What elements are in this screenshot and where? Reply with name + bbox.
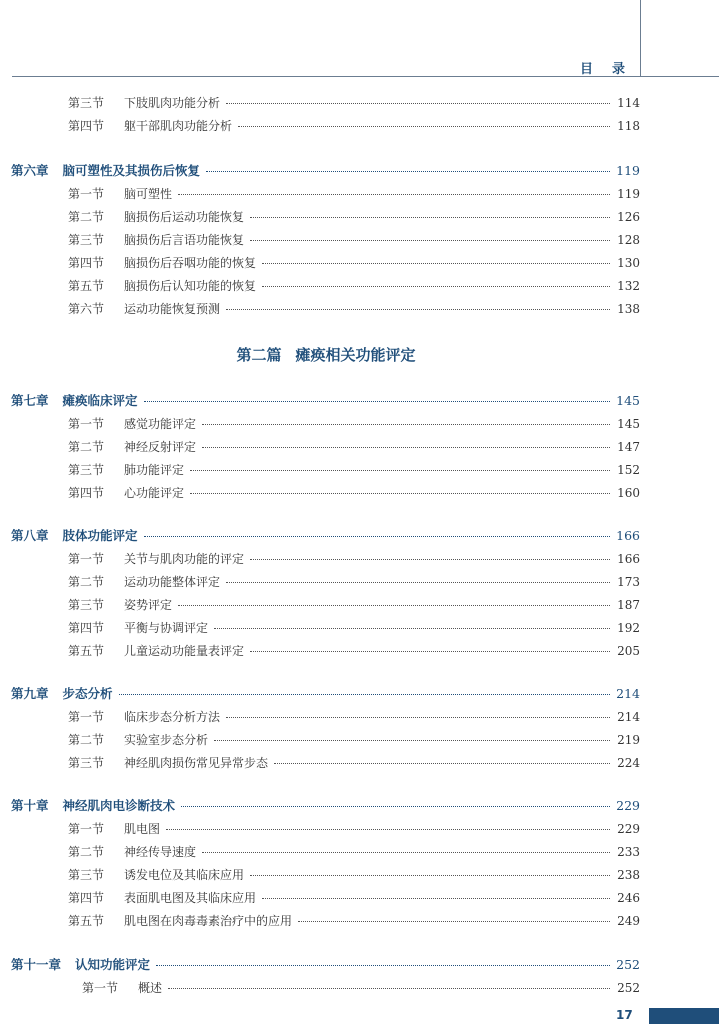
entry-number: 第三节 — [68, 868, 105, 882]
dot-leader — [250, 650, 610, 652]
entry-page-number: 119 — [616, 163, 640, 178]
entry-label — [11, 391, 138, 411]
entry-page-number: 205 — [617, 644, 640, 658]
entry-page-number: 145 — [616, 393, 640, 408]
dot-leader — [226, 308, 610, 310]
entry-title: 关节与肌肉功能的评定 — [124, 552, 245, 566]
dot-leader — [214, 627, 610, 629]
entry-title: 概述 — [138, 981, 163, 995]
dot-leader — [144, 400, 610, 402]
entry-label — [68, 437, 196, 457]
toc-chapter-entry[interactable] — [11, 526, 640, 546]
entry-title: 神经传导速度 — [124, 845, 197, 859]
toc-section-entry[interactable] — [68, 253, 640, 273]
toc-section-entry[interactable] — [68, 230, 640, 250]
entry-number: 第一节 — [68, 710, 105, 724]
entry-number: 第二节 — [68, 845, 105, 859]
toc-section-entry[interactable] — [68, 93, 640, 113]
toc-section-entry[interactable] — [68, 865, 640, 885]
entry-label — [68, 483, 184, 503]
entry-title: 姿势评定 — [124, 598, 173, 612]
dot-leader — [250, 558, 610, 560]
entry-label — [68, 819, 160, 839]
entry-title: 感觉功能评定 — [124, 417, 197, 431]
entry-label — [11, 161, 200, 181]
entry-label — [68, 93, 220, 113]
toc-section-entry[interactable] — [68, 276, 640, 296]
entry-number: 第三节 — [68, 463, 105, 477]
page-number: 17 — [616, 1008, 633, 1022]
entry-title: 表面肌电图及其临床应用 — [124, 891, 257, 905]
dot-leader — [274, 762, 610, 764]
entry-number: 第六章 — [11, 163, 49, 178]
toc-section-entry[interactable] — [82, 978, 640, 998]
entry-number: 第五节 — [68, 279, 105, 293]
dot-leader — [250, 216, 610, 218]
dot-leader — [178, 193, 610, 195]
entry-page-number: 214 — [616, 686, 640, 701]
entry-title: 诱发电位及其临床应用 — [124, 868, 245, 882]
entry-label — [68, 595, 172, 615]
dot-leader — [119, 693, 610, 695]
part-label: 第二篇 — [236, 346, 282, 364]
toc-section-entry[interactable] — [68, 641, 640, 661]
entry-number: 第八章 — [11, 528, 49, 543]
toc-section-entry[interactable] — [68, 414, 640, 434]
entry-title: 临床步态分析方法 — [124, 710, 221, 724]
entry-label — [11, 684, 113, 704]
entry-label — [68, 230, 244, 250]
entry-page-number: 166 — [616, 528, 640, 543]
entry-label — [11, 955, 150, 975]
entry-title: 脑损伤后吞咽功能的恢复 — [124, 256, 257, 270]
entry-number: 第九章 — [11, 686, 49, 701]
entry-title: 脑损伤后认知功能的恢复 — [124, 279, 257, 293]
dot-leader — [190, 469, 610, 471]
entry-label — [68, 549, 244, 569]
entry-number: 第二节 — [68, 440, 105, 454]
dot-leader — [226, 716, 610, 718]
entry-page-number: 130 — [617, 256, 640, 270]
entry-number: 第三节 — [68, 233, 105, 247]
dot-leader — [168, 987, 610, 989]
dot-leader — [214, 739, 610, 741]
toc-section-entry[interactable] — [68, 707, 640, 727]
entry-title: 神经肌肉电诊断技术 — [62, 798, 176, 813]
entry-number: 第三节 — [68, 756, 105, 770]
entry-title: 认知功能评定 — [75, 957, 151, 972]
toc-chapter-entry[interactable] — [11, 684, 640, 704]
entry-number: 第一节 — [82, 981, 119, 995]
entry-title: 运动功能恢复预测 — [124, 302, 221, 316]
dot-leader — [226, 581, 610, 583]
entry-page-number: 166 — [617, 552, 640, 566]
entry-page-number: 147 — [617, 440, 640, 454]
entry-label — [68, 842, 196, 862]
entry-title: 躯干部肌肉功能分析 — [124, 119, 233, 133]
toc-section-entry[interactable] — [68, 618, 640, 638]
entry-title: 运动功能整体评定 — [124, 575, 221, 589]
entry-title: 下肢肌肉功能分析 — [124, 96, 221, 110]
toc-section-entry[interactable] — [68, 207, 640, 227]
entry-number: 第五节 — [68, 914, 105, 928]
toc-chapter-entry[interactable] — [11, 391, 640, 411]
entry-page-number: 152 — [617, 463, 640, 477]
dot-leader — [166, 828, 610, 830]
toc-section-entry[interactable] — [68, 595, 640, 615]
entry-number: 第一节 — [68, 552, 105, 566]
toc-section-entry[interactable] — [68, 483, 640, 503]
dot-leader — [156, 964, 610, 966]
entry-number: 第十章 — [11, 798, 49, 813]
toc-section-entry[interactable] — [68, 184, 640, 204]
entry-page-number: 249 — [617, 914, 640, 928]
toc-section-entry[interactable] — [68, 299, 640, 319]
entry-title: 瘫痪临床评定 — [62, 393, 138, 408]
toc-chapter-entry[interactable] — [11, 796, 640, 816]
entry-title: 脑损伤后言语功能恢复 — [124, 233, 245, 247]
entry-number: 第四节 — [68, 891, 105, 905]
entry-label — [68, 618, 208, 638]
toc-section-entry[interactable] — [68, 888, 640, 908]
entry-page-number: 145 — [617, 417, 640, 431]
dot-leader — [190, 492, 610, 494]
entry-label — [68, 184, 172, 204]
part-name: 瘫痪相关功能评定 — [295, 346, 416, 364]
entry-number: 第一节 — [68, 187, 105, 201]
entry-label — [68, 460, 184, 480]
entry-page-number: 229 — [617, 822, 640, 836]
dot-leader — [202, 446, 610, 448]
entry-number: 第三节 — [68, 96, 105, 110]
entry-page-number: 192 — [617, 621, 640, 635]
entry-number: 第三节 — [68, 598, 105, 612]
entry-label — [68, 888, 256, 908]
entry-label — [68, 730, 208, 750]
dot-leader — [226, 102, 610, 104]
entry-page-number: 173 — [617, 575, 640, 589]
header-title-part1: 目 — [580, 62, 595, 77]
entry-label — [68, 911, 292, 931]
entry-title: 儿童运动功能量表评定 — [124, 644, 245, 658]
entry-title: 神经肌肉损伤常见异常步态 — [124, 756, 269, 770]
entry-page-number: 128 — [617, 233, 640, 247]
dot-leader — [202, 423, 610, 425]
dot-leader — [298, 920, 610, 922]
footer-bar — [649, 1008, 719, 1024]
dot-leader — [181, 805, 610, 807]
entry-page-number: 119 — [617, 187, 640, 201]
entry-number: 第四节 — [68, 119, 105, 133]
entry-label — [68, 572, 220, 592]
entry-title: 实验室步态分析 — [124, 733, 209, 747]
entry-number: 第二节 — [68, 733, 105, 747]
entry-title: 心功能评定 — [124, 486, 185, 500]
toc-section-entry[interactable] — [68, 911, 640, 931]
entry-page-number: 138 — [617, 302, 640, 316]
entry-page-number: 238 — [617, 868, 640, 882]
dot-leader — [262, 262, 610, 264]
entry-number: 第四节 — [68, 621, 105, 635]
dot-leader — [202, 851, 610, 853]
entry-title: 脑可塑性及其损伤后恢复 — [62, 163, 201, 178]
entry-label — [68, 207, 244, 227]
toc-section-entry[interactable] — [68, 842, 640, 862]
entry-title: 脑可塑性 — [124, 187, 173, 201]
entry-title: 平衡与协调评定 — [124, 621, 209, 635]
entry-number: 第五节 — [68, 644, 105, 658]
entry-number: 第一节 — [68, 417, 105, 431]
header-vertical-rule — [640, 0, 641, 76]
dot-leader — [206, 170, 610, 172]
entry-page-number: 224 — [617, 756, 640, 770]
dot-leader — [262, 897, 610, 899]
toc-section-entry[interactable] — [68, 437, 640, 457]
toc-section-entry[interactable] — [68, 572, 640, 592]
dot-leader — [144, 535, 610, 537]
header-title — [580, 58, 626, 77]
entry-title: 肌电图在肉毒毒素治疗中的应用 — [124, 914, 293, 928]
entry-label — [11, 526, 138, 546]
entry-number: 第四节 — [68, 486, 105, 500]
dot-leader — [250, 874, 610, 876]
dot-leader — [262, 285, 610, 287]
entry-title: 肢体功能评定 — [62, 528, 138, 543]
entry-label — [82, 978, 162, 998]
entry-page-number: 118 — [617, 119, 640, 133]
entry-number: 第二节 — [68, 210, 105, 224]
entry-label — [68, 641, 244, 661]
entry-label — [68, 414, 196, 434]
entry-page-number: 233 — [617, 845, 640, 859]
entry-label — [68, 253, 256, 273]
entry-title: 神经反射评定 — [124, 440, 197, 454]
entry-title: 步态分析 — [62, 686, 113, 701]
toc-section-entry[interactable] — [68, 549, 640, 569]
entry-number: 第四节 — [68, 256, 105, 270]
entry-label — [11, 796, 175, 816]
toc-section-entry[interactable] — [68, 116, 640, 136]
toc-section-entry[interactable] — [68, 730, 640, 750]
entry-label — [68, 865, 244, 885]
entry-title: 脑损伤后运动功能恢复 — [124, 210, 245, 224]
header-title-part2: 录 — [612, 62, 627, 77]
entry-label — [68, 753, 268, 773]
entry-page-number: 252 — [616, 957, 640, 972]
entry-page-number: 160 — [617, 486, 640, 500]
entry-title: 肺功能评定 — [124, 463, 185, 477]
entry-number: 第六节 — [68, 302, 105, 316]
entry-page-number: 246 — [617, 891, 640, 905]
entry-page-number: 126 — [617, 210, 640, 224]
dot-leader — [250, 239, 610, 241]
entry-page-number: 214 — [617, 710, 640, 724]
toc-section-entry[interactable] — [68, 460, 640, 480]
toc-chapter-entry[interactable] — [11, 955, 640, 975]
entry-number: 第二节 — [68, 575, 105, 589]
toc-section-entry[interactable] — [68, 753, 640, 773]
toc-section-entry[interactable] — [68, 819, 640, 839]
toc-chapter-entry[interactable] — [11, 161, 640, 181]
entry-page-number: 252 — [617, 981, 640, 995]
entry-label — [68, 276, 256, 296]
entry-label — [68, 707, 220, 727]
entry-page-number: 219 — [617, 733, 640, 747]
entry-number: 第十一章 — [11, 957, 62, 972]
entry-number: 第一节 — [68, 822, 105, 836]
entry-label — [68, 116, 232, 136]
entry-page-number: 114 — [617, 96, 640, 110]
entry-page-number: 187 — [617, 598, 640, 612]
entry-number: 第七章 — [11, 393, 49, 408]
entry-page-number: 229 — [616, 798, 640, 813]
entry-title: 肌电图 — [124, 822, 161, 836]
dot-leader — [178, 604, 610, 606]
entry-page-number: 132 — [617, 279, 640, 293]
entry-label — [68, 299, 220, 319]
part-title — [0, 344, 652, 365]
dot-leader — [238, 125, 610, 127]
